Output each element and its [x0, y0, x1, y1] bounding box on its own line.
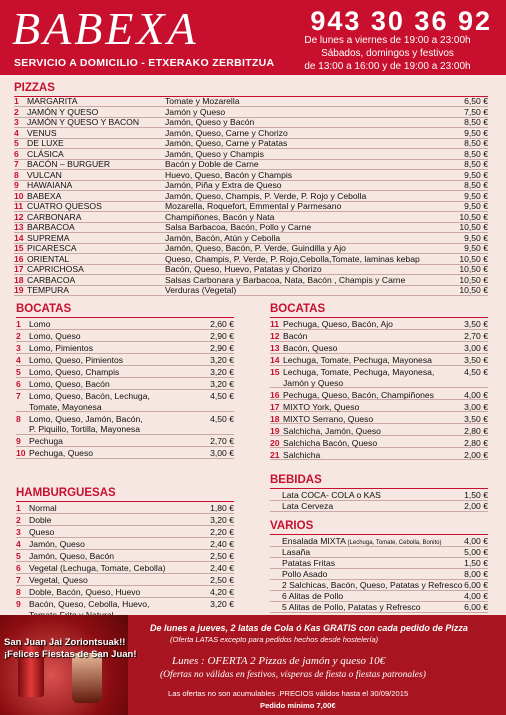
- hamburguesa-title: HAMBURGUESAS: [16, 487, 116, 499]
- varios-item-name: Pollo Asado: [282, 569, 328, 579]
- bocata-row: [270, 331, 488, 342]
- item-number: 16: [270, 389, 280, 400]
- item-price: 2,70 €: [210, 436, 234, 446]
- varios-row: [270, 580, 488, 591]
- pizza-row: [14, 138, 488, 149]
- varios-row: [270, 569, 488, 580]
- bocata-item-text: Salchicha, Jamón, Queso: [283, 425, 381, 436]
- pizza-name: SUPREMA: [27, 232, 70, 243]
- bocata-row: [16, 379, 234, 390]
- item-number: 3: [14, 117, 19, 127]
- item-number: 17: [14, 264, 24, 274]
- item-price: 6,00 €: [464, 602, 488, 612]
- item-number: 17: [270, 401, 280, 412]
- item-number: 18: [270, 413, 280, 424]
- pizza-name: CUATRO QUESOS: [27, 201, 102, 211]
- pizza-name: BARBACOA: [27, 222, 75, 232]
- item-price: 2,50 €: [210, 551, 234, 561]
- pizza-ingredients: Jamón, Queso, Bacón, P. Verde, Guindilla y Ajo: [165, 243, 346, 253]
- item-number: 8: [16, 587, 21, 597]
- item-price: 10,50 €: [459, 211, 488, 222]
- festival-greeting: [4, 637, 137, 661]
- item-number: 11: [270, 319, 280, 329]
- item-price: 4,20 €: [210, 587, 234, 597]
- pizza-row: [14, 201, 488, 212]
- minimum-order-note: Pedido mínimo 7,00€: [260, 701, 336, 710]
- item-price: 10,50 €: [459, 253, 488, 264]
- pizza-ingredients: Salsa Barbacoa, Bacón, Pollo y Carne: [165, 222, 312, 232]
- promo-cola-note: (Oferta LATAS excepto para pedidos hechos desde hostelería): [170, 635, 379, 644]
- pizza-name: HAWAIANA: [27, 180, 73, 190]
- item-price: 2,60 €: [210, 319, 234, 329]
- item-price: 3,50 €: [464, 413, 488, 424]
- pizza-name: MARGARITA: [27, 96, 78, 106]
- pizza-name: JAMÓN Y QUESO: [27, 106, 99, 117]
- item-price: 3,00 €: [464, 401, 488, 412]
- item-number: 1: [14, 96, 19, 106]
- bebidas-title: BEBIDAS: [270, 474, 322, 486]
- hamburguesa-item-text: Normal: [29, 503, 57, 513]
- hamburguesa-row: [16, 563, 234, 574]
- item-number: 6: [14, 148, 19, 159]
- item-price: 9,50 €: [464, 127, 488, 138]
- bocata-row: [270, 438, 488, 449]
- promo-pizza-offer: Lunes : OFERTA 2 Pizzas de jamón y queso 10€: [172, 655, 386, 667]
- drink-row: [270, 490, 488, 501]
- item-price: 3,20 €: [210, 367, 234, 377]
- bocata-item-text: Lomo, Queso: [29, 331, 81, 341]
- hamburguesa-row: [16, 587, 234, 598]
- item-price: 2,90 €: [210, 331, 234, 341]
- pizza-row: [14, 96, 488, 107]
- item-price: 2,80 €: [464, 437, 488, 448]
- item-price: 8,00 €: [464, 569, 488, 579]
- item-price: 2,40 €: [210, 563, 234, 573]
- varios-item-name: 2 Salchicas, Bacón, Queso, Patatas y Refresco: [282, 580, 463, 590]
- bocata-row: [16, 319, 234, 330]
- item-number: 8: [16, 413, 21, 424]
- item-price: 8,50 €: [464, 138, 488, 148]
- item-price: 8,50 €: [464, 180, 488, 190]
- item-price: 9,50 €: [464, 190, 488, 201]
- item-price: 2,20 €: [210, 527, 234, 537]
- pizza-row: [14, 107, 488, 118]
- pizza-ingredients: Bacón y Doble de Carne: [165, 159, 259, 169]
- item-price: 3,00 €: [210, 448, 234, 458]
- item-price: 4,00 €: [464, 389, 488, 400]
- bocata-row: [270, 450, 488, 461]
- bocata-item-text: Lomo: [29, 319, 51, 329]
- varios-item-name: 5 Alitas de Pollo, Patatas y Refresco: [282, 602, 421, 612]
- pizza-row: [14, 170, 488, 181]
- item-price: 2,70 €: [464, 331, 488, 341]
- greeting-basque: San Juan Jai Zoriontsuak!!: [4, 637, 126, 648]
- item-price: 3,20 €: [210, 379, 234, 389]
- item-price: 8,50 €: [464, 148, 488, 159]
- pizza-row: [14, 128, 488, 139]
- item-price: 9,50 €: [464, 243, 488, 253]
- bocata-item-text: Bacón, Queso: [283, 343, 338, 353]
- bocata-row: [270, 426, 488, 437]
- item-price: 2,90 €: [210, 343, 234, 353]
- hamburguesa-row: [16, 515, 234, 526]
- pizza-ingredients: Jamón, Piña y Extra de Queso: [165, 180, 282, 190]
- bocata-item-text: Lomo, Queso, Bacón: [29, 379, 110, 389]
- item-number: 6: [16, 563, 21, 573]
- offers-validity-note: Las ofertas no son acumulables .PRECIOS válidos hasta el 30/09/2015: [168, 689, 409, 698]
- bocata-row: [270, 343, 488, 354]
- pizza-name: TEMPURA: [27, 285, 70, 295]
- bocata-item-text: Lechuga, Tomate, Pechuga, Mayonesa,: [283, 367, 435, 377]
- item-number: 2: [16, 331, 21, 341]
- item-number: 15: [270, 367, 280, 377]
- hamburguesa-row: [16, 539, 234, 550]
- item-number: 9: [16, 599, 21, 609]
- bocata-row: [16, 367, 234, 378]
- item-number: 7: [16, 575, 21, 585]
- pizza-ingredients: Jamón, Queso, Carne y Patatas: [165, 138, 288, 148]
- varios-item-name: Lasaña: [282, 547, 311, 557]
- pizza-ingredients: Bacón, Queso, Huevo, Patatas y Chorizo: [165, 264, 322, 274]
- bocata-item-text: Tomate, Mayonesa: [29, 401, 102, 412]
- greeting-spanish: ¡Felices Fiestas de San Juan!: [4, 649, 137, 660]
- item-number: 2: [16, 515, 21, 525]
- item-price: 8,50 €: [464, 159, 488, 169]
- bocata-item-text: Lomo, Queso, Jamón, Bacón,: [29, 413, 143, 424]
- pizza-ingredients: Jamón, Bacón, Atún y Cebolla: [165, 232, 281, 243]
- pizza-name: PICARESCA: [27, 243, 77, 253]
- bocata-title-rule: [270, 317, 488, 318]
- pizza-name: DE LUXE: [27, 138, 64, 148]
- bocata-row: [16, 448, 234, 459]
- varios-title: VARIOS: [270, 520, 314, 532]
- hours-line-2: Sábados, domingos y festivos: [321, 48, 454, 59]
- item-price: 8,50 €: [464, 117, 488, 127]
- phone-number[interactable]: 943 30 36 92: [310, 6, 492, 36]
- bocata-item-text: Pechuga, Queso, Bacón, Champiñones: [283, 389, 434, 400]
- item-price: 10,50 €: [459, 285, 488, 295]
- pizza-row: [14, 191, 488, 202]
- bocata-item-text: Jamón y Queso: [283, 377, 344, 388]
- drink-name: Lata Cerveza: [282, 501, 334, 511]
- item-number: 19: [270, 425, 280, 436]
- item-price: 3,50 €: [464, 355, 488, 365]
- hamburguesa-item-text: Jamón, Queso: [29, 539, 85, 549]
- bocata-row: [270, 355, 488, 366]
- pizzas-title: PIZZAS: [14, 82, 55, 94]
- item-price: 9,50 €: [464, 169, 488, 180]
- pizza-ingredients: Verduras (Vegetal): [165, 285, 237, 295]
- pizza-row: [14, 275, 488, 286]
- varios-row: [270, 602, 488, 613]
- pizza-name: VULCAN: [27, 169, 62, 180]
- item-price: 4,50 €: [210, 391, 234, 401]
- pizza-name: BACÓN – BURGUER: [27, 159, 111, 169]
- item-number: 14: [14, 232, 24, 243]
- item-number: 19: [14, 285, 24, 295]
- bocata-item-text: Pechuga, Queso, Bacón, Ajo: [283, 319, 393, 329]
- bocata-row: [16, 355, 234, 366]
- varios-row: [270, 558, 488, 569]
- pizza-ingredients: Jamón, Queso, Carne y Chorizo: [165, 127, 288, 138]
- pizza-ingredients: Jamón y Queso: [165, 106, 226, 117]
- pizza-ingredients: Tomate y Mozarella: [165, 96, 240, 106]
- item-price: 2,50 €: [210, 575, 234, 585]
- item-number: 5: [16, 551, 21, 561]
- pizza-ingredients: Salsas Carbonara y Barbacoa, Nata, Bacón , Champis y Carne: [165, 274, 406, 285]
- hamburguesa-item-text: Jamón, Queso, Bacón: [29, 551, 115, 561]
- bocata-row: [270, 367, 488, 388]
- pizza-ingredients: Mozarella, Roquefort, Emmental y Parmesano: [165, 201, 342, 211]
- bocata-row: [16, 414, 234, 435]
- pizza-row: [14, 243, 488, 254]
- bocata-item-text: Lomo, Pimientos: [29, 343, 94, 353]
- item-number: 13: [14, 222, 24, 232]
- opening-hours: [285, 34, 490, 73]
- bocata-row: [16, 391, 234, 412]
- varios-item-name: Ensalada MIXTA (Lechuga, Tomate, Cebolla, Bonito): [282, 536, 442, 546]
- varios-title-rule: [270, 534, 488, 535]
- pizza-ingredients: Huevo, Queso, Bacón y Champis: [165, 169, 293, 180]
- pizza-row: [14, 254, 488, 265]
- bocata-row: [270, 414, 488, 425]
- item-number: 20: [270, 437, 280, 448]
- pizza-row: [14, 159, 488, 170]
- item-price: 6,00 €: [464, 580, 488, 590]
- footer-promo-banner: [0, 615, 506, 715]
- varios-row: [270, 547, 488, 558]
- bocata-title: BOCATAS: [16, 303, 72, 315]
- bocata-row: [270, 402, 488, 413]
- item-number: 9: [16, 436, 21, 446]
- pizza-name: CARBONARA: [27, 211, 82, 222]
- hamburguesa-row: [16, 575, 234, 586]
- hamburguesa-item-text: Queso: [29, 527, 55, 537]
- item-price: 3,20 €: [210, 515, 234, 525]
- item-number: 3: [16, 527, 21, 537]
- item-number: 2: [14, 106, 19, 117]
- pizza-row: [14, 285, 488, 296]
- hamburguesa-item-text: Vegetal (Lechuga, Tomate, Cebolla): [29, 563, 166, 573]
- item-price: 1,80 €: [210, 503, 234, 513]
- pizza-name: CARBACOA: [27, 274, 76, 285]
- item-number: 7: [16, 391, 21, 401]
- item-price: 3,50 €: [464, 319, 488, 329]
- hours-line-3: de 13:00 a 16:00 y de 19:00 a 23:00h: [304, 61, 471, 72]
- bocata-item-text: Bacón: [283, 331, 308, 341]
- drink-row: [270, 501, 488, 512]
- item-price: 6,50 €: [464, 96, 488, 106]
- item-number: 4: [16, 355, 21, 365]
- pizza-row: [14, 222, 488, 233]
- varios-row: [270, 591, 488, 602]
- promo-pizza-note: (Ofertas no válidas en festivos, vísperas de fiesta o fiestas patronales): [160, 670, 426, 680]
- item-price: 3,20 €: [210, 599, 234, 609]
- item-price: 10,50 €: [459, 264, 488, 274]
- varios-item-name: Patatas Fritas: [282, 558, 336, 568]
- bocata-row: [16, 343, 234, 354]
- item-price: 2,80 €: [464, 425, 488, 436]
- item-price: 3,00 €: [464, 343, 488, 353]
- hamburguesa-row: [16, 503, 234, 514]
- bocata-title: BOCATAS: [270, 303, 326, 315]
- bocata-item-text: Salchicha: [283, 449, 321, 460]
- item-price: 2,00 €: [464, 449, 488, 460]
- pizza-name: BABEXA: [27, 190, 62, 201]
- bocata-item-text: Lomo, Queso, Pimientos: [29, 355, 124, 365]
- pizza-name: ORIENTAL: [27, 253, 70, 264]
- bocata-item-text: Salchicha Bacón, Queso: [283, 437, 378, 448]
- item-price: 10,50 €: [459, 274, 488, 285]
- varios-row: [270, 536, 488, 547]
- item-number: 15: [14, 243, 24, 253]
- item-number: 11: [14, 201, 24, 211]
- pizza-ingredients: Jamón, Queso, Champis, P. Verde, P. Rojo y Cebolla: [165, 190, 367, 201]
- pizza-row: [14, 117, 488, 128]
- bocata-row: [16, 331, 234, 342]
- item-price: 1,50 €: [464, 558, 488, 568]
- item-number: 9: [14, 180, 19, 190]
- item-number: 14: [270, 355, 280, 365]
- bocata-row: [16, 436, 234, 447]
- item-price: 4,00 €: [464, 536, 488, 546]
- bocata-row: [270, 390, 488, 401]
- pizza-ingredients: Jamón, Queso y Bacón: [165, 117, 255, 127]
- bocata-title-rule: [16, 317, 234, 318]
- hamburguesa-item-text: Doble: [29, 515, 52, 525]
- hours-line-1: De lunes a viernes de 19:00 a 23:00h: [304, 35, 471, 46]
- item-number: 5: [16, 367, 21, 377]
- item-price: 2,00 €: [464, 501, 488, 511]
- item-price: 5,00 €: [464, 547, 488, 557]
- item-number: 12: [270, 331, 280, 341]
- brand-logo: BABEXA: [12, 3, 199, 54]
- drink-name: Lata COCA- COLA o KAS: [282, 490, 381, 500]
- item-price: 3,20 €: [210, 355, 234, 365]
- varios-item-name: 6 Alitas de Pollo: [282, 591, 344, 601]
- pizza-ingredients: Jamón, Queso y Champis: [165, 148, 264, 159]
- item-price: 9,50 €: [464, 201, 488, 211]
- item-price: 1,50 €: [464, 490, 488, 500]
- item-number: 21: [270, 449, 280, 460]
- bocata-item-text: MIXTO Serrano, Queso: [283, 413, 374, 424]
- bocata-row: [270, 319, 488, 330]
- item-number: 7: [14, 159, 19, 169]
- varios-item-note: (Lechuga, Tomate, Cebolla, Bonito): [345, 540, 442, 546]
- item-number: 4: [16, 539, 21, 549]
- hamburguesa-item-text: Vegetal, Queso: [29, 575, 88, 585]
- item-price: 4,00 €: [464, 591, 488, 601]
- item-number: 1: [16, 503, 21, 513]
- item-number: 6: [16, 379, 21, 389]
- item-number: 13: [270, 343, 280, 353]
- header-banner: [0, 0, 506, 75]
- hamburguesa-row: [16, 527, 234, 538]
- bocata-item-text: Lomo, Queso, Bacón, Lechuga,: [29, 391, 150, 401]
- hamburguesa-row: [16, 551, 234, 562]
- item-number: 1: [16, 319, 21, 329]
- item-price: 7,50 €: [464, 106, 488, 117]
- hamburguesa-title-rule: [16, 501, 234, 502]
- pizza-ingredients: Queso, Champis, P. Verde, P. Rojo,Cebolla,Tomate, laminas kebap: [165, 253, 420, 264]
- item-number: 4: [14, 127, 19, 138]
- item-price: 9,50 €: [464, 232, 488, 243]
- bocata-item-text: P. Piquillo, Tortilla, Mayonesa: [29, 424, 140, 434]
- pizza-row: [14, 264, 488, 275]
- pizza-row: [14, 212, 488, 223]
- pizza-name: VENUS: [27, 127, 57, 138]
- item-number: 8: [14, 169, 19, 180]
- item-price: 10,50 €: [459, 222, 488, 232]
- item-price: 4,50 €: [210, 413, 234, 424]
- brand-subtitle: SERVICIO A DOMICILIO - ETXERAKO ZERBITZUA: [14, 57, 275, 69]
- drinks-image: [0, 615, 137, 715]
- pizza-row: [14, 233, 488, 244]
- pizza-name: JAMÓN Y QUESO Y BACON: [27, 117, 140, 127]
- hamburguesa-item-text: Doble, Bacón, Queso, Huevo: [29, 587, 141, 597]
- item-number: 10: [16, 448, 26, 458]
- bocata-item-text: Pechuga: [29, 436, 63, 446]
- item-number: 18: [14, 274, 24, 285]
- item-number: 3: [16, 343, 21, 353]
- bocata-item-text: Lomo, Queso, Champis: [29, 367, 120, 377]
- bocata-item-text: Lechuga, Tomate, Pechuga, Mayonesa: [283, 355, 432, 365]
- pizza-name: CLÁSICA: [27, 148, 64, 159]
- bebidas-title-rule: [270, 488, 488, 489]
- promo-cola-offer: De lunes a jueves, 2 latas de Cola ó Kas GRATIS con cada pedido de Pizza: [150, 623, 468, 633]
- pizza-row: [14, 180, 488, 191]
- hamburguesa-item-text: Bacón, Queso, Cebolla, Huevo,: [29, 599, 150, 609]
- item-number: 10: [14, 190, 24, 201]
- bocata-item-text: Pechuga, Queso: [29, 448, 94, 458]
- pizza-row: [14, 149, 488, 160]
- pizza-name: CAPRICHOSA: [27, 264, 84, 274]
- pizza-ingredients: Champiñones, Bacón y Nata: [165, 211, 275, 222]
- item-price: 2,40 €: [210, 539, 234, 549]
- bocata-item-text: MIXTO York, Queso: [283, 401, 360, 412]
- item-price: 4,50 €: [464, 367, 488, 377]
- item-number: 5: [14, 138, 19, 148]
- item-number: 12: [14, 211, 24, 222]
- item-number: 16: [14, 253, 24, 264]
